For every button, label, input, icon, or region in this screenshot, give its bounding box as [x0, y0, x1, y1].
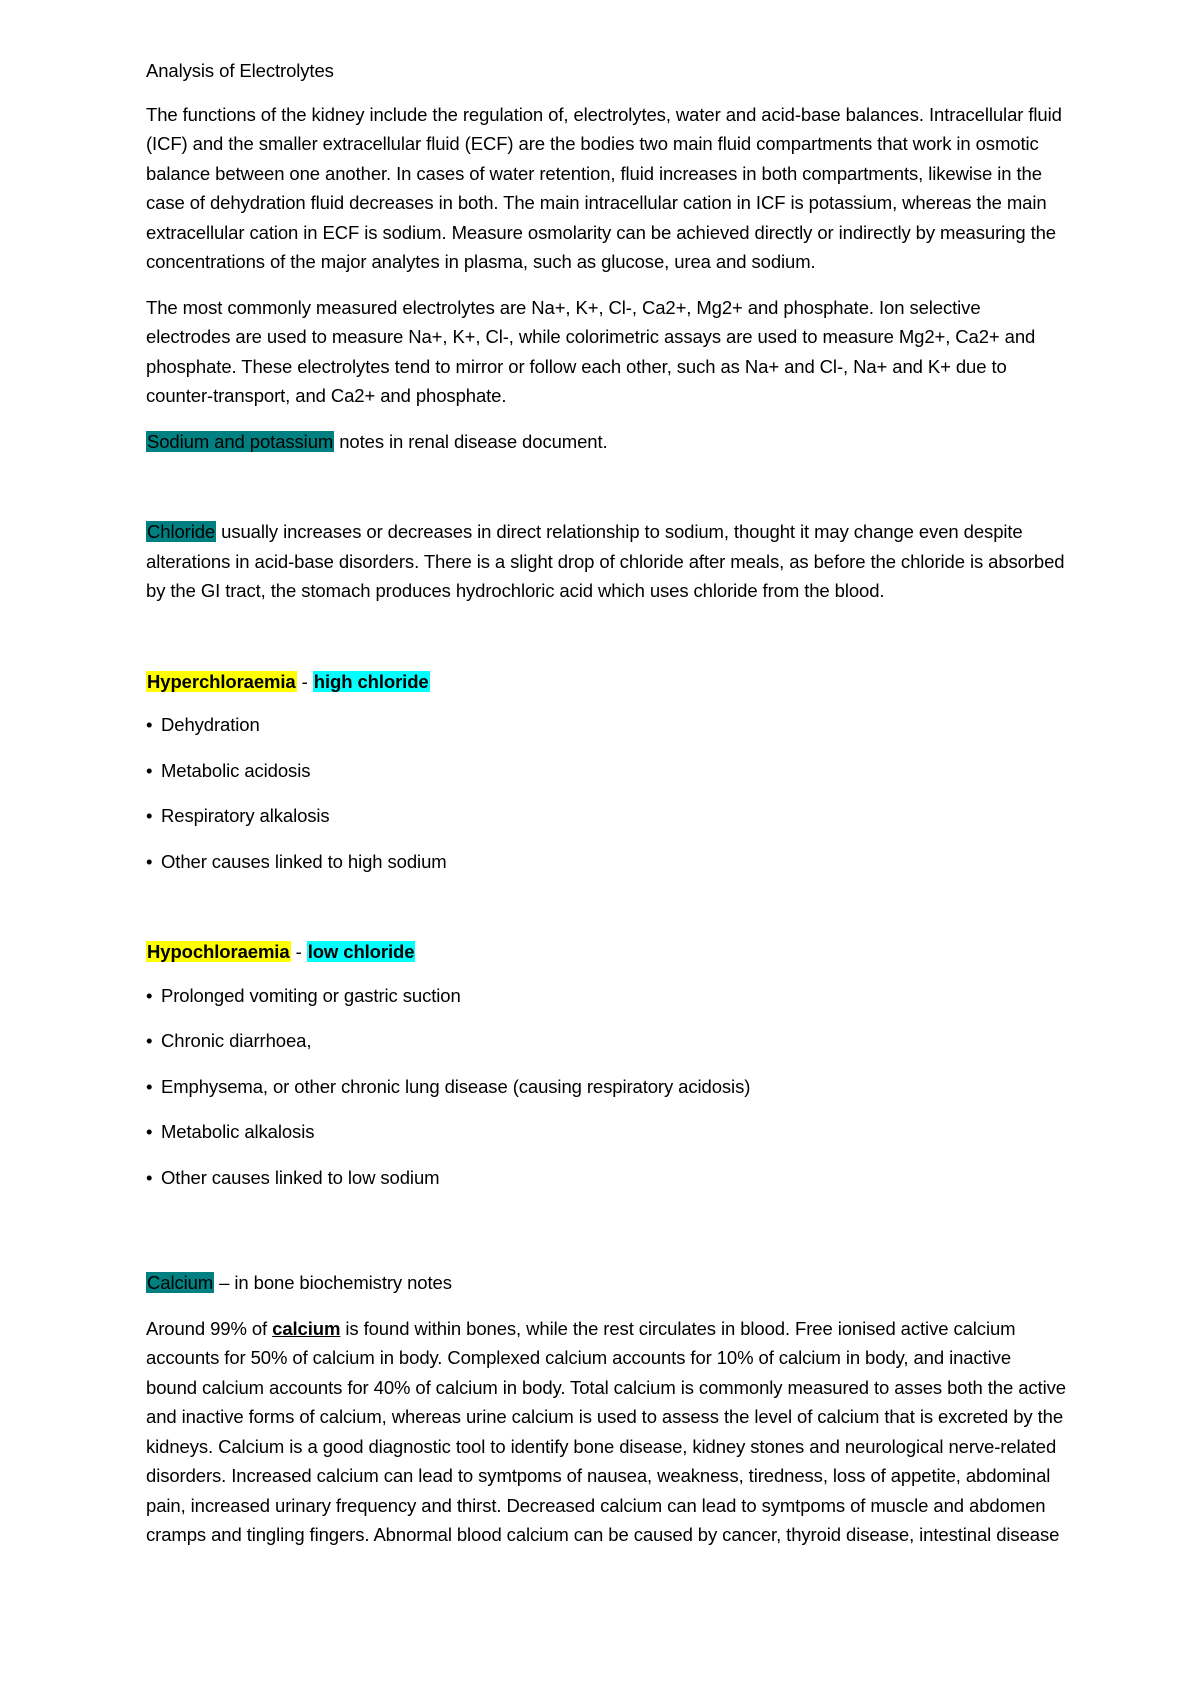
hypochloraemia-meaning: low chloride — [307, 941, 415, 962]
list-item — [146, 1072, 1066, 1102]
hypochloraemia-heading — [146, 937, 1066, 967]
list-item — [146, 801, 1066, 831]
bullet-icon: • — [146, 805, 153, 826]
hyperchloraemia-separator: - — [296, 670, 313, 692]
calcium-note — [146, 1268, 1066, 1298]
spacer — [146, 1208, 1066, 1268]
calcium-keyword: calcium — [272, 1317, 341, 1339]
spacer — [146, 892, 1066, 937]
bullet-icon: • — [146, 1166, 153, 1188]
hyperchloraemia-list — [146, 710, 1066, 876]
hypochloraemia-term: Hypochloraemia — [147, 941, 290, 962]
list-item — [146, 1117, 1066, 1147]
list-item-text: Metabolic alkalosis — [161, 1121, 315, 1142]
electrolytes-paragraph: The most commonly measured electrolytes are Na+, K+, Cl-, Ca2+, Mg2+ and phosphate. Ion selective electrodes are used to measure Na+, K+, Cl-, while colorimetric assays are used to measure Mg2+, Ca2+ and phosphate. These electrolytes tend to mirror or follow each other, such as Na+ and Cl-, Na+ and K+ due to counter-transport, and Ca2+ and phosphate. — [146, 296, 1036, 406]
bullet-icon: • — [146, 1121, 153, 1142]
list-item — [146, 981, 1066, 1011]
spacer — [146, 622, 1066, 667]
bullet-icon: • — [146, 850, 153, 872]
hypochloraemia-separator: - — [290, 941, 307, 962]
calcium-para-start: Around 99% of — [146, 1317, 273, 1339]
chloride-rest: usually increases or decreases in direct relationship to sodium, thought it may change even despite alterations in acid-base disorders. There is a slight drop of chloride after meals, as before the chloride is absorbed by the GI tract, the stomach produces hydrochloric acid which uses chloride from the blood. — [146, 521, 1065, 601]
intro-paragraph: The functions of the kidney include the regulation of, electrolytes, water and acid-base balances. Intracellular fluid (ICF) and the smaller extracellular fluid (ECF) are the bodies two main fluid compartments that work in osmotic balance between one another. In cases of water retention, fluid increases in both compartments, likewise in the case of dehydration fluid decreases in both. The main intracellular cation in ICF is potassium, whereas the main extracellular cation in ECF is sodium. Measure osmolarity can be achieved directly or indirectly by measuring the concentrations of the major analytes in plasma, such as glucose, urea and sodium. — [146, 103, 1062, 272]
list-item-text: Metabolic acidosis — [161, 759, 311, 781]
list-item-text: Other causes linked to low sodium — [161, 1166, 440, 1188]
calcium-paragraph — [146, 1314, 1066, 1550]
hyperchloraemia-term: Hyperchloraemia — [147, 670, 296, 692]
document-page — [146, 56, 1066, 1566]
spacer — [146, 472, 1066, 517]
bullet-icon: • — [146, 1075, 153, 1097]
list-item-text: Chronic diarrhoea, — [161, 1030, 312, 1051]
list-item-text: Dehydration — [161, 714, 260, 735]
chloride-highlight: Chloride — [147, 521, 216, 542]
list-item — [146, 1163, 1066, 1193]
bullet-icon: • — [146, 714, 153, 735]
sodium-potassium-rest: notes in renal disease document. — [334, 430, 608, 452]
sodium-potassium-highlight: Sodium and potassium — [147, 430, 334, 452]
list-item — [146, 1026, 1066, 1056]
bullet-icon: • — [146, 1030, 153, 1051]
document-title: Analysis of Electrolytes — [146, 60, 334, 81]
calcium-highlight: Calcium — [147, 1272, 214, 1293]
list-item-text: Respiratory alkalosis — [161, 805, 330, 826]
hyperchloraemia-heading — [146, 667, 1066, 697]
list-item-text: Prolonged vomiting or gastric suction — [161, 984, 461, 1006]
bullet-icon: • — [146, 759, 153, 781]
hypochloraemia-list — [146, 981, 1066, 1193]
hyperchloraemia-meaning: high chloride — [313, 670, 429, 692]
chloride-paragraph — [146, 517, 1066, 606]
bullet-icon: • — [146, 984, 153, 1006]
list-item-text: Emphysema, or other chronic lung disease (causing respiratory acidosis) — [161, 1075, 751, 1097]
list-item — [146, 847, 1066, 877]
sodium-potassium-note — [146, 427, 1066, 457]
list-item — [146, 756, 1066, 786]
list-item — [146, 710, 1066, 740]
list-item-text: Other causes linked to high sodium — [161, 850, 447, 872]
calcium-note-rest: – in bone biochemistry notes — [214, 1272, 452, 1293]
calcium-para-rest: is found within bones, while the rest circulates in blood. Free ionised active calcium accounts for 50% of calcium in body. Complexed calcium accounts for 10% of calcium in body, and inactive bound calcium accounts for 40% of calcium in body. Total calcium is commonly measured to asses both the active and inactive forms of calcium, whereas urine calcium is used to assess the level of calcium that is excreted by the kidneys. Calcium is a good diagnostic tool to identify bone disease, kidney stones and neurological nerve-related disorders. Increased calcium can lead to symtpoms of nausea, weakness, tiredness, loss of appetite, abdominal pain, increased urinary frequency and thirst. Decreased calcium can lead to symtpoms of muscle and abdomen cramps and tingling fingers. Abnormal blood calcium can be caused by cancer, thyroid disease, intestinal disease — [146, 1317, 1066, 1545]
